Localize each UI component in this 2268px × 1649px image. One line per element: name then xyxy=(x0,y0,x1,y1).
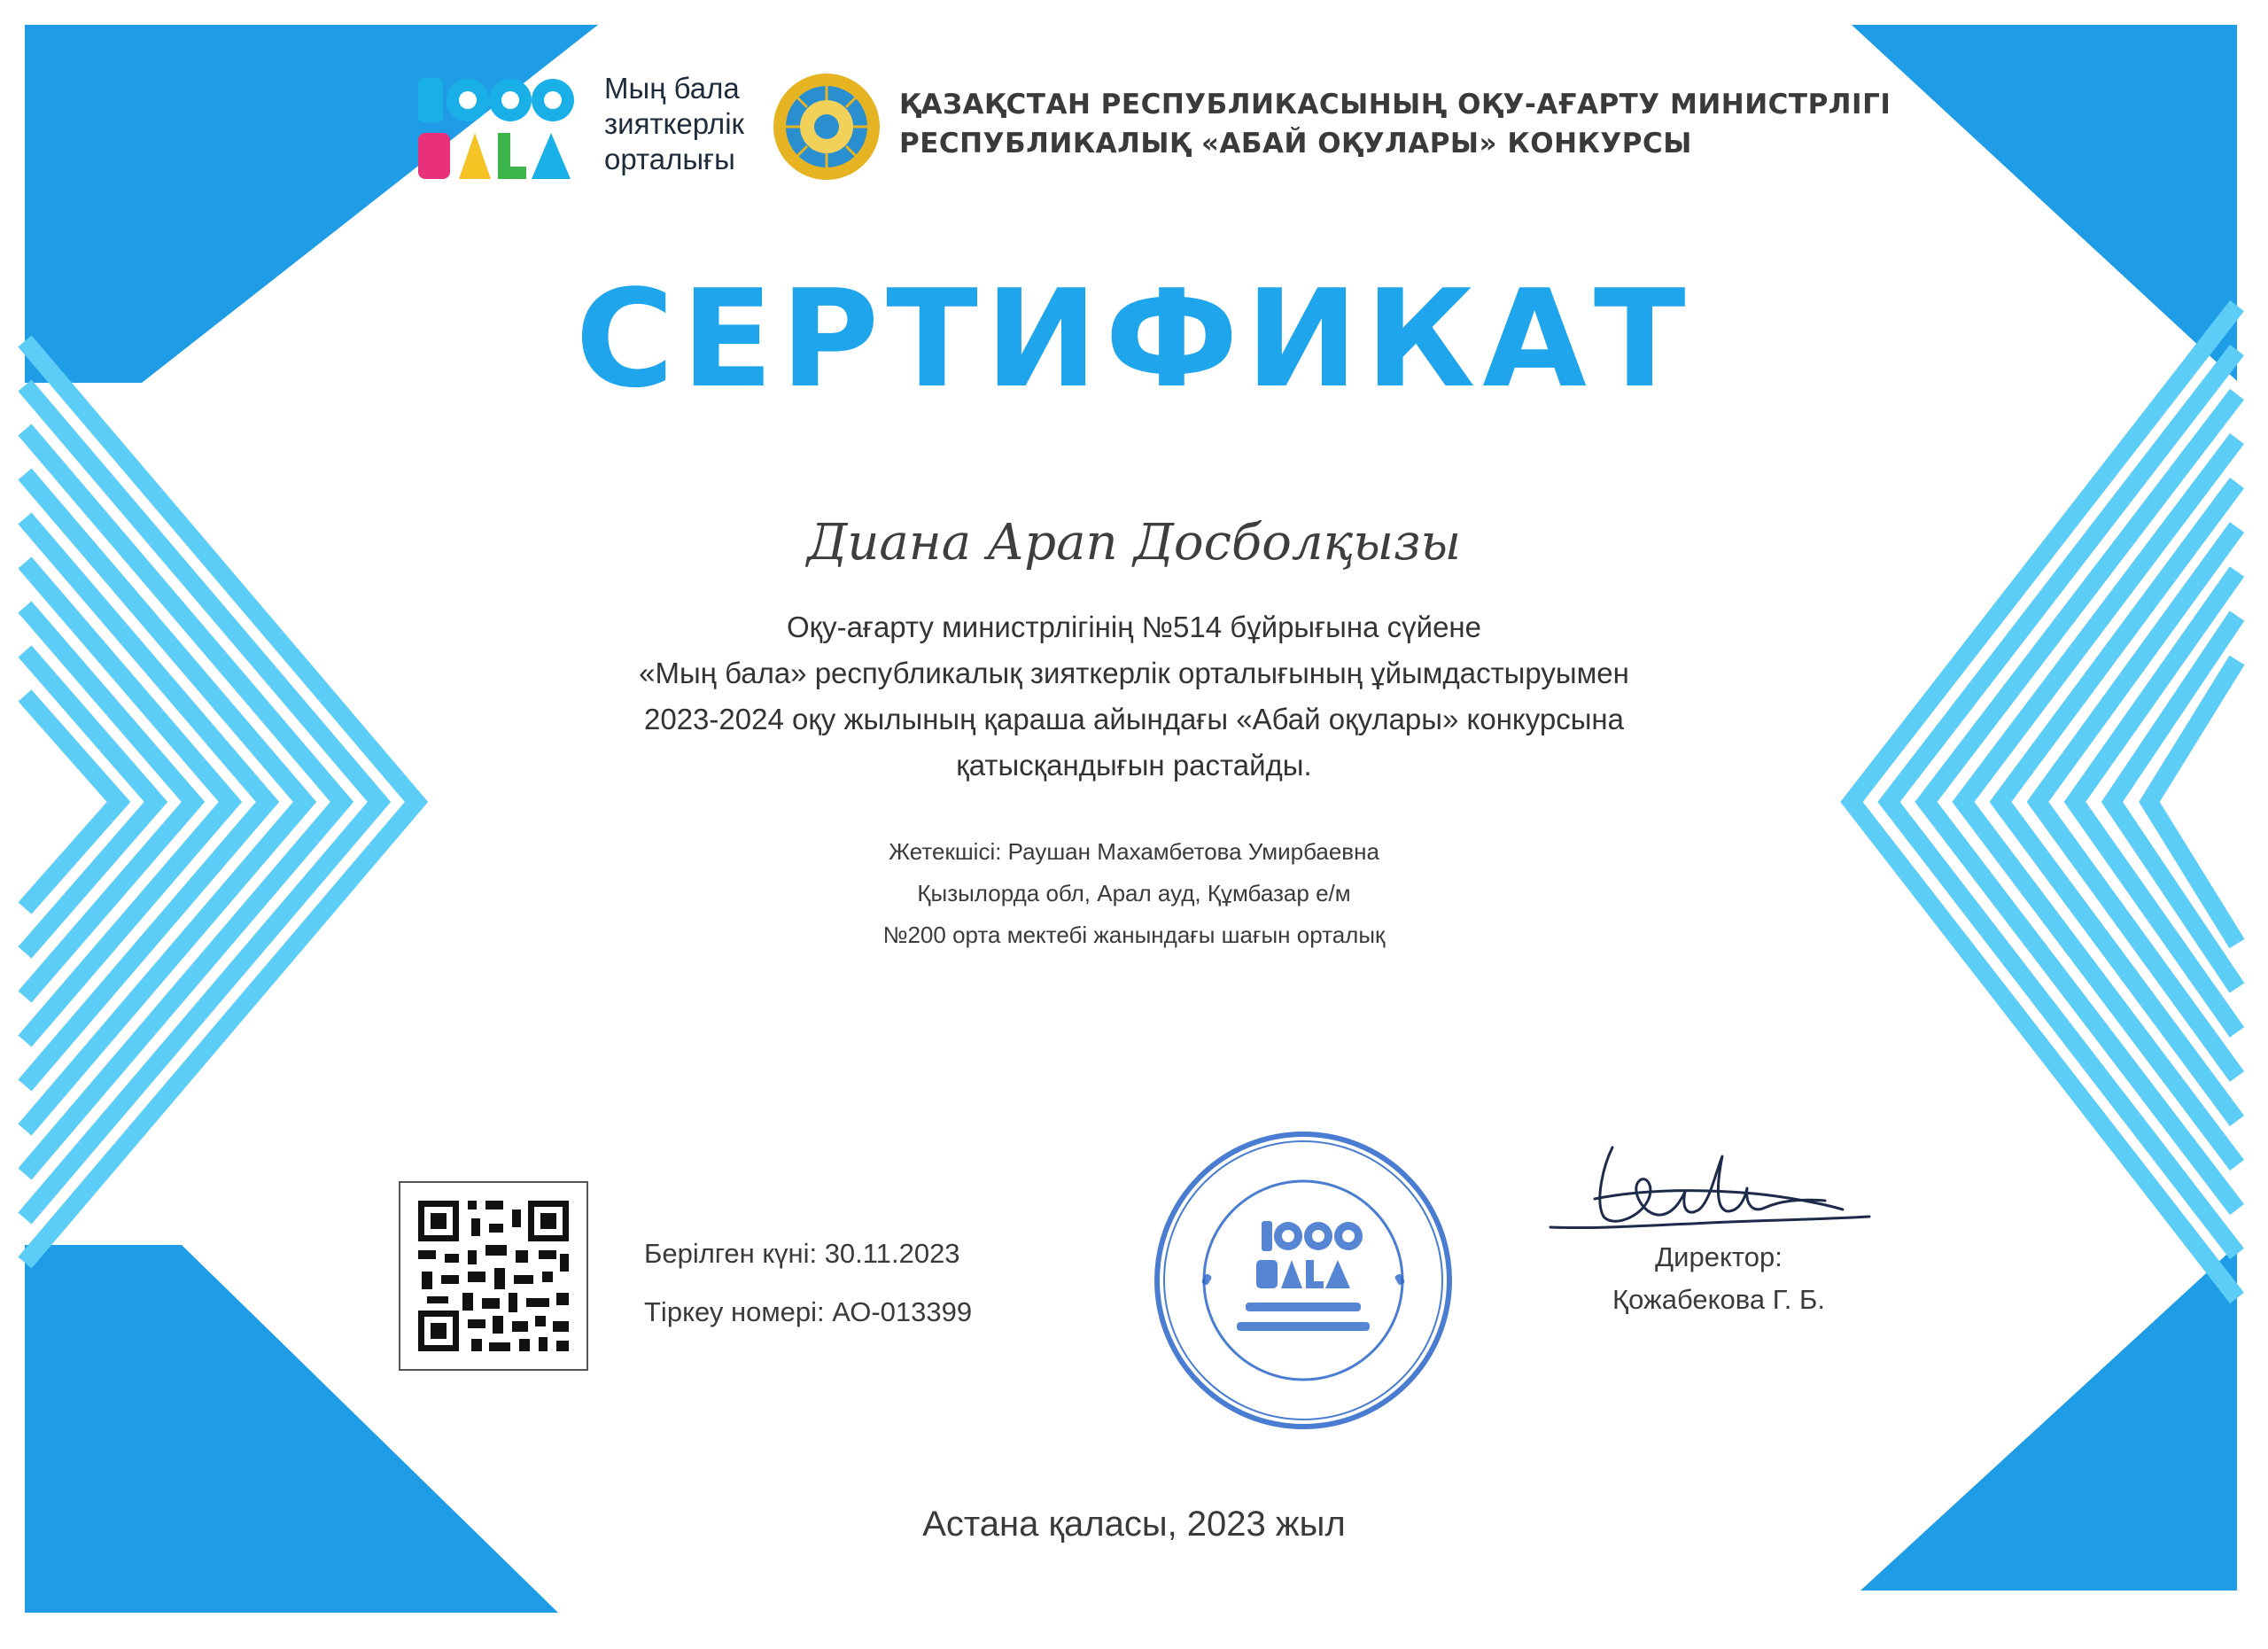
qr-code-icon[interactable] xyxy=(399,1181,588,1371)
left-chevrons xyxy=(25,341,416,1263)
body-line: қатысқандығын растайды. xyxy=(956,749,1312,782)
ministry-header xyxy=(899,85,1891,163)
kazakhstan-emblem-icon xyxy=(769,69,884,184)
director-title: Директор: xyxy=(1655,1241,1783,1272)
school-line: №200 орта мектебі жанындағы шағын орталық xyxy=(882,922,1386,948)
right-chevrons xyxy=(1852,306,2237,1298)
participant-details xyxy=(496,831,1772,956)
logo-text-line: зияткерлік xyxy=(604,107,744,140)
certificate-title: СЕРТИФИКАТ xyxy=(575,261,1693,417)
logo-text-line: Мың бала xyxy=(604,72,740,105)
ministry-line: ҚАЗАҚСТАН РЕСПУБЛИКАСЫНЫҢ ОҚУ-АҒАРТУ МИНИСТРЛІГІ xyxy=(899,89,1891,121)
body-line: 2023-2024 оқу жылының қараша айындағы «Абай оқулары» конкурсына xyxy=(644,703,1624,735)
issue-info xyxy=(644,1225,972,1342)
contest-line: РЕСПУБЛИКАЛЫҚ «АБАЙ ОҚУЛАРЫ» КОНКУРСЫ xyxy=(899,128,1692,159)
body-line: Оқу-ағарту министрлігінің №514 бұйрығына сүйене xyxy=(786,611,1482,643)
director-block xyxy=(1586,1236,1852,1321)
registration-number: Тіркеу номері: АО-013399 xyxy=(644,1296,973,1327)
logo-text xyxy=(604,71,744,177)
logo-text-line: орталығы xyxy=(604,143,735,175)
1000-bala-logo-icon xyxy=(416,71,576,186)
signature-icon xyxy=(1542,1112,1878,1254)
recipient-name: Диана Арап Досболқызы xyxy=(806,514,1462,572)
body-line: «Мың бала» республикалық зияткерлік орталығының ұйымдастыруымен xyxy=(639,657,1629,689)
region-line: Қызылорда обл, Арал ауд, Құмбазар е/м xyxy=(917,880,1351,906)
supervisor-line: Жетекшісі: Раушан Махамбетова Умирбаевна xyxy=(889,838,1379,865)
certificate-body xyxy=(408,604,1860,789)
official-stamp-icon xyxy=(1148,1125,1458,1435)
footer-location: Астана қаласы, 2023 жыл xyxy=(922,1505,1346,1544)
issue-date: Берілген күні: 30.11.2023 xyxy=(644,1238,960,1269)
director-name: Қожабекова Г. Б. xyxy=(1612,1284,1825,1315)
